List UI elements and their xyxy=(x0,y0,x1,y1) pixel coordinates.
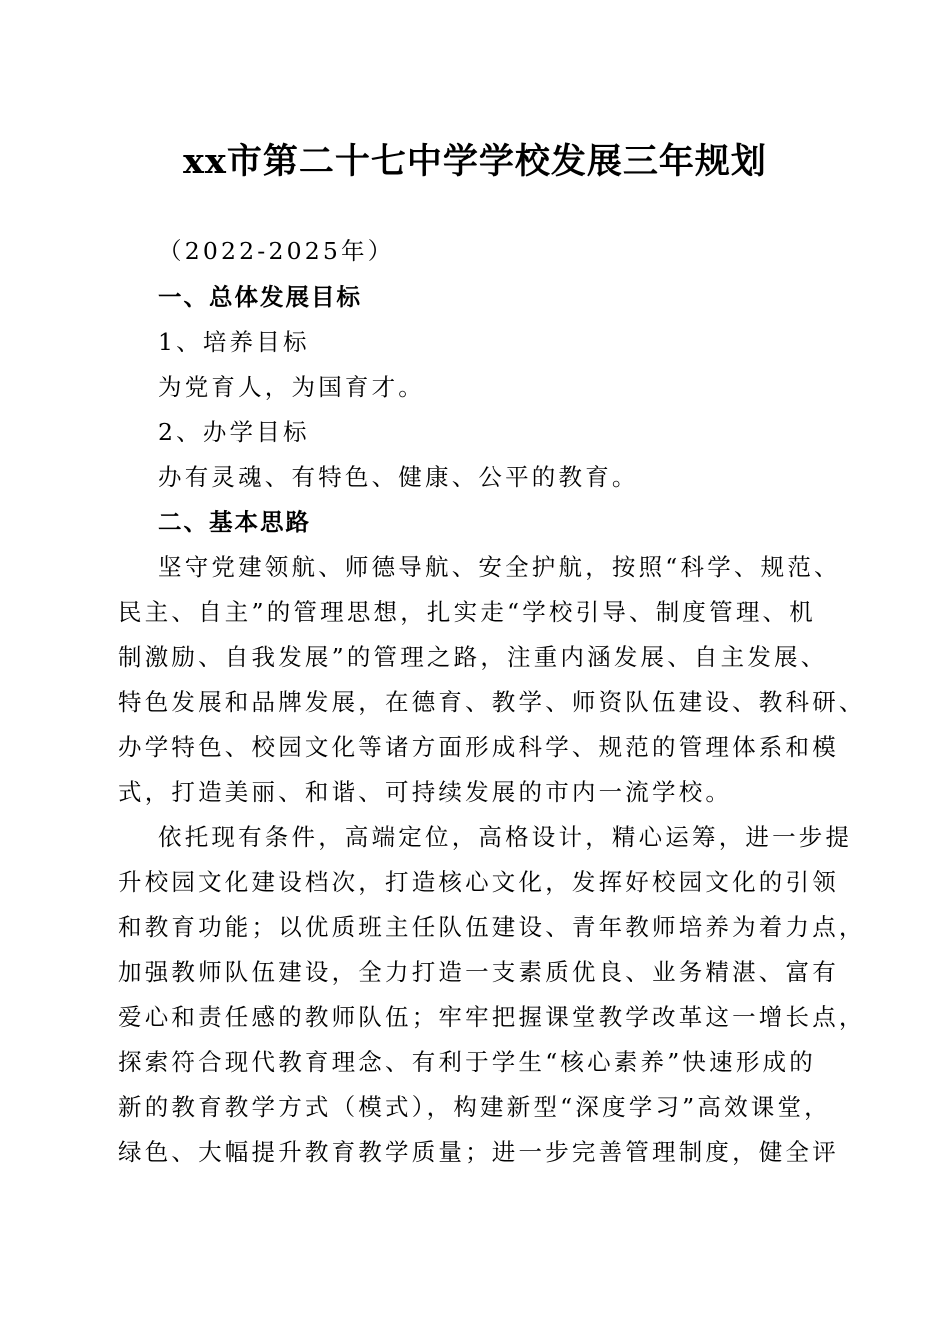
paragraph-2-line: 依托现有条件，高端定位，高格设计，精心运筹，进一步提 xyxy=(158,823,853,851)
goal-1-text: 为党育人，为国育才。 xyxy=(158,373,425,401)
paragraph-2-line: 爱心和责任感的教师队伍；牢牢把握课堂教学改革这一增长点， xyxy=(118,1003,866,1031)
paragraph-1-line: 办学特色、校园文化等诸方面形成科学、规范的管理体系和模 xyxy=(118,733,839,761)
paragraph-1-line: 特色发展和品牌发展，在德育、教学、师资队伍建设、教科研、 xyxy=(118,688,866,716)
paragraph-2-line: 加强教师队伍建设，全力打造一支素质优良、业务精湛、富有 xyxy=(118,958,839,986)
paragraph-1-line: 民主、自主”的管理思想，扎实走“学校引导、制度管理、机 xyxy=(118,598,816,626)
paragraph-2-line: 升校园文化建设档次，打造核心文化，发挥好校园文化的引领 xyxy=(118,868,839,896)
section-heading-goals: 一、总体发展目标 xyxy=(158,283,362,311)
paragraph-2-line: 探索符合现代教育理念、有利于学生“核心素养”快速形成的 xyxy=(118,1048,816,1076)
goal-1-label: 1、培养目标 xyxy=(158,328,310,356)
paragraph-2-line: 新的教育教学方式（模式），构建新型“深度学习”高效课堂， xyxy=(118,1093,831,1121)
paragraph-2-line: 绿色、大幅提升教育教学质量；进一步完善管理制度，健全评 xyxy=(118,1138,839,1166)
paragraph-1-line: 坚守党建领航、师德导航、安全护航，按照“科学、规范、 xyxy=(158,553,841,581)
goal-2-text: 办有灵魂、有特色、健康、公平的教育。 xyxy=(158,463,639,491)
paragraph-2-line: 和教育功能；以优质班主任队伍建设、青年教师培养为着力点， xyxy=(118,913,866,941)
paragraph-1-line: 制激励、自我发展”的管理之路，注重内涵发展、自主发展、 xyxy=(118,643,828,671)
document-title: xx市第二十七中学学校发展三年规划 xyxy=(183,141,767,182)
document-period: （2022-2025年） xyxy=(158,237,395,265)
paragraph-1-line: 式，打造美丽、和谐、可持续发展的市内一流学校。 xyxy=(118,778,733,806)
goal-2-label: 2、办学目标 xyxy=(158,418,310,446)
section-heading-approach: 二、基本思路 xyxy=(158,508,311,536)
